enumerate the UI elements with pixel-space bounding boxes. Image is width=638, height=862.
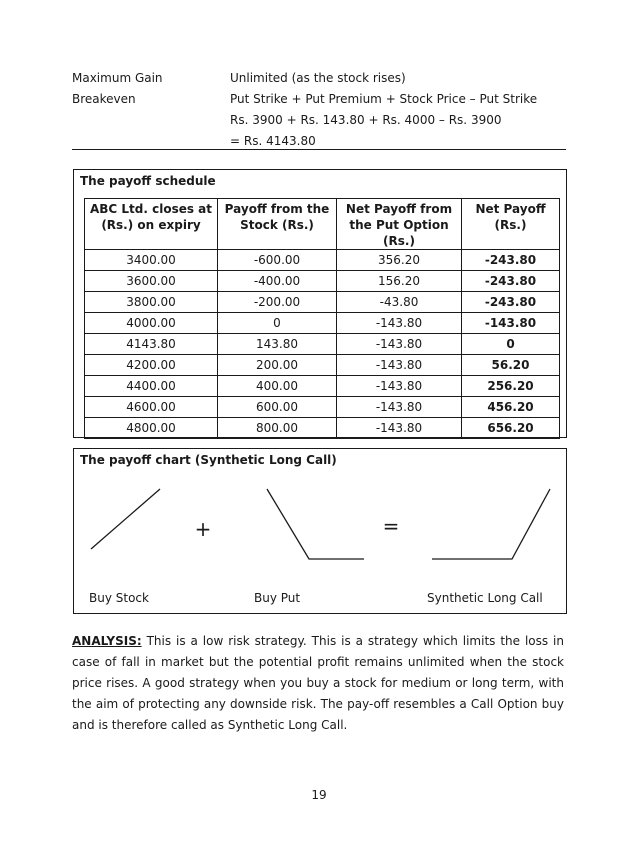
table-cell: -243.80 — [462, 250, 560, 271]
table-cell: 256.20 — [462, 376, 560, 397]
table-cell: -143.80 — [337, 376, 462, 397]
table-cell: -143.80 — [337, 313, 462, 334]
buy-put-label: Buy Put — [254, 591, 301, 605]
maximum-gain-row — [72, 68, 567, 89]
table-cell: 4143.80 — [85, 334, 218, 355]
table-row — [85, 376, 560, 397]
table-cell: 3800.00 — [85, 292, 218, 313]
table-cell: 456.20 — [462, 397, 560, 418]
table-cell: 3400.00 — [85, 250, 218, 271]
buy-stock-label: Buy Stock — [89, 591, 149, 605]
table-row — [85, 355, 560, 376]
maximum-gain-value: Unlimited (as the stock rises) — [230, 71, 406, 85]
breakeven-row — [72, 89, 567, 110]
maximum-gain-label: Maximum Gain — [72, 71, 163, 85]
analysis-paragraph — [72, 631, 564, 736]
table-cell: 3600.00 — [85, 271, 218, 292]
table-row — [85, 292, 560, 313]
summary-divider — [72, 149, 566, 150]
payoff-schedule-table — [84, 198, 560, 439]
table-cell: -600.00 — [218, 250, 337, 271]
table-header-row — [85, 199, 560, 250]
breakeven-substitution: Rs. 3900 + Rs. 143.80 + Rs. 4000 – Rs. 3900 — [230, 113, 502, 127]
table-cell: 0 — [218, 313, 337, 334]
page-number: 19 — [311, 788, 327, 802]
table-row — [85, 313, 560, 334]
synthetic-long-call-label: Synthetic Long Call — [427, 591, 543, 605]
synthetic-long-call-payoff-line — [432, 489, 550, 559]
payoff-chart-title: The payoff chart (Synthetic Long Call) — [80, 453, 337, 467]
analysis-heading: ANALYSIS: — [72, 634, 142, 648]
equals-sign: = — [382, 514, 400, 538]
strategy-summary — [72, 68, 567, 152]
breakeven-row-2 — [72, 110, 567, 131]
table-cell: -143.80 — [462, 313, 560, 334]
table-cell: 600.00 — [218, 397, 337, 418]
breakeven-label: Breakeven — [72, 92, 136, 106]
table-cell: 0 — [462, 334, 560, 355]
table-cell: 200.00 — [218, 355, 337, 376]
column-header: Net Payoff (Rs.) — [462, 199, 560, 250]
breakeven-formula: Put Strike + Put Premium + Stock Price – Put Strike — [230, 92, 538, 106]
table-cell: 400.00 — [218, 376, 337, 397]
table-row — [85, 271, 560, 292]
table-row — [85, 334, 560, 355]
column-header: Payoff from the Stock (Rs.) — [218, 199, 337, 250]
table-cell: 656.20 — [462, 418, 560, 439]
table-cell: 156.20 — [337, 271, 462, 292]
payoff-chart-diagram — [74, 449, 566, 613]
payoff-schedule-title: The payoff schedule — [80, 174, 216, 188]
table-cell: 4400.00 — [85, 376, 218, 397]
table-row — [85, 250, 560, 271]
table-cell: -200.00 — [218, 292, 337, 313]
table-cell: 4000.00 — [85, 313, 218, 334]
table-cell: -43.80 — [337, 292, 462, 313]
table-cell: -143.80 — [337, 418, 462, 439]
table-cell: 143.80 — [218, 334, 337, 355]
plus-sign: + — [194, 517, 212, 541]
table-cell: -143.80 — [337, 355, 462, 376]
table-cell: -243.80 — [462, 292, 560, 313]
payoff-chart-box — [73, 448, 567, 614]
column-header: Net Payoff from the Put Option (Rs.) — [337, 199, 462, 250]
buy-put-payoff-line — [267, 489, 364, 559]
table-cell: 356.20 — [337, 250, 462, 271]
buy-stock-payoff-line — [91, 489, 160, 549]
table-cell: -400.00 — [218, 271, 337, 292]
table-cell: -243.80 — [462, 271, 560, 292]
table-cell: -143.80 — [337, 334, 462, 355]
table-cell: 4800.00 — [85, 418, 218, 439]
table-cell: 56.20 — [462, 355, 560, 376]
table-cell: 800.00 — [218, 418, 337, 439]
column-header: ABC Ltd. closes at (Rs.) on expiry — [85, 199, 218, 250]
table-cell: 4600.00 — [85, 397, 218, 418]
analysis-text: This is a low risk strategy. This is a strategy which limits the loss in case of fall in market but the potential profit remains unlimited when the stock price rises. A good strategy when you buy a stock for medium or long term, with the aim of protecting any downside risk. The pay-off resembles a Call Option buy and is therefore called as Synthetic Long Call. — [72, 634, 564, 732]
breakeven-result: = Rs. 4143.80 — [230, 134, 316, 148]
table-cell: 4200.00 — [85, 355, 218, 376]
payoff-schedule-box — [73, 169, 567, 438]
table-row — [85, 418, 560, 439]
table-cell: -143.80 — [337, 397, 462, 418]
table-row — [85, 397, 560, 418]
